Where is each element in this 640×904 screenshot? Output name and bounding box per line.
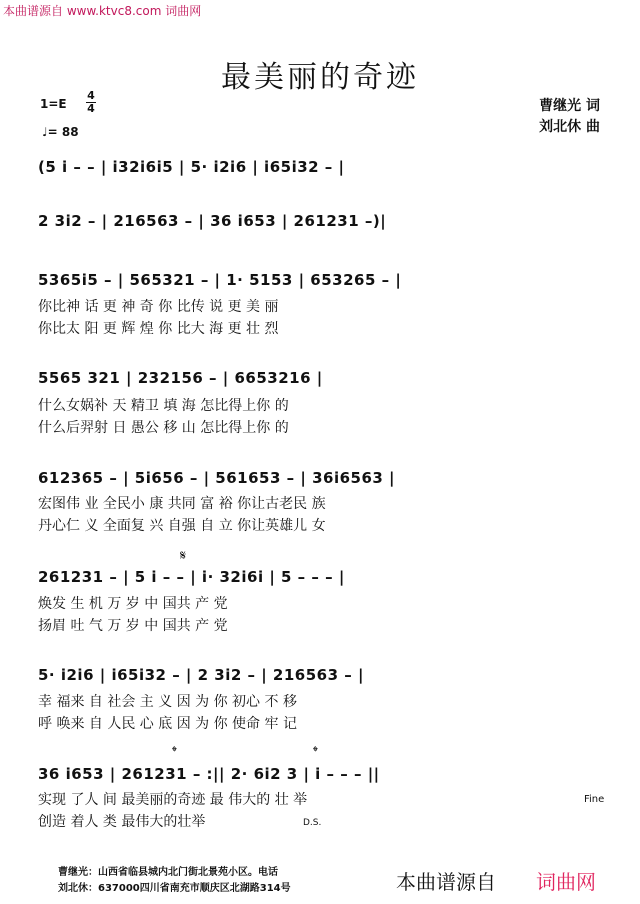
composer-credit: 刘北休 曲	[539, 119, 600, 135]
lyric-row-7-verse-2: 呼 唤来 自 人民 心 底 因 为 你 使命 牢 记	[38, 716, 297, 732]
notation-row-2: 2 3i2 – | 216563 – | 36 i653 | 261231 –)|	[38, 212, 387, 230]
lyric-row-5-verse-1: 宏图伟 业 全民小 康 共同 富 裕 你让古老民 族	[38, 496, 326, 512]
lyricist-credit: 曹继光 词	[539, 98, 600, 114]
lyric-row-4-verse-2: 什么后羿射 日 愚公 移 山 怎比得上你 的	[38, 420, 289, 436]
notation-row-4: 5565 321 | 232156 – | 6653216 |	[38, 369, 323, 387]
notation-row-3: 5365i5 – | 565321 – | 1· 5153 | 653265 – |	[38, 271, 402, 289]
lyric-row-6-verse-2: 扬眉 吐 气 万 岁 中 国共 产 党	[38, 618, 228, 634]
lyric-row-3-verse-1: 你比神 话 更 神 奇 你 比传 说 更 美 丽	[38, 299, 279, 315]
notation-row-8: 36 i653 | 261231 – :|| 2· 6i2 3 | i – – – ||	[38, 765, 380, 783]
time-signature	[86, 90, 96, 115]
ds-marking: D.S.	[303, 818, 322, 828]
lyric-row-3-verse-2: 你比太 阳 更 辉 煌 你 比大 海 更 壮 烈	[38, 321, 279, 337]
notation-row-5: 612365 – | 5i656 – | 561653 – | 36i6563 |	[38, 469, 396, 487]
brand-label: 本曲谱源自	[396, 870, 496, 894]
footer-address-line-1: 曹继光：山西省临县城内北门街北景苑小区。电话	[58, 867, 278, 878]
coda-icon: 𝄌	[172, 744, 177, 760]
key-signature: 1=E	[40, 97, 67, 111]
footer-address-line-2: 刘北休：637000四川省南充市顺庆区北湖路314号	[58, 883, 291, 894]
tempo-marking: ♩= 88	[42, 125, 79, 139]
song-title: 最美丽的奇迹	[221, 60, 419, 95]
lyric-row-5-verse-2: 丹心仁 义 全面复 兴 自强 自 立 你让英雄儿 女	[38, 518, 326, 534]
segno-icon: 𝄋	[180, 548, 187, 564]
notation-row-6: 261231 – | 5 i – – | i· 32i6i | 5 – – – |	[38, 568, 345, 586]
time-signature-bottom: 4	[87, 102, 95, 115]
lyric-row-6-verse-1: 焕发 生 机 万 岁 中 国共 产 党	[38, 596, 228, 612]
lyric-row-7-verse-1: 幸 福来 自 社会 主 义 因 为 你 初心 不 移	[38, 694, 297, 710]
notation-row-1: (5 i – – | i32i6i5 | 5· i2i6 | i65i32 – |	[38, 158, 345, 176]
lyric-row-4-verse-1: 什么女娲补 天 精卫 填 海 怎比得上你 的	[38, 398, 289, 414]
brand-logo-text[interactable]: 词曲网	[536, 870, 596, 894]
watermark: 本曲谱源自 www.ktvc8.com 词曲网	[3, 4, 202, 18]
lyric-row-8-verse-2: 创造 着人 类 最伟大的壮举	[38, 814, 206, 830]
coda-icon-2: 𝄌	[313, 744, 318, 760]
time-signature-top: 4	[87, 89, 95, 102]
fine-marking: Fine	[584, 794, 605, 805]
lyric-row-8-verse-1: 实现 了人 间 最美丽的奇迹 最 伟大的 壮 举	[38, 792, 308, 808]
notation-row-7: 5· i2i6 | i65i32 – | 2 3i2 – | 216563 – |	[38, 666, 364, 684]
